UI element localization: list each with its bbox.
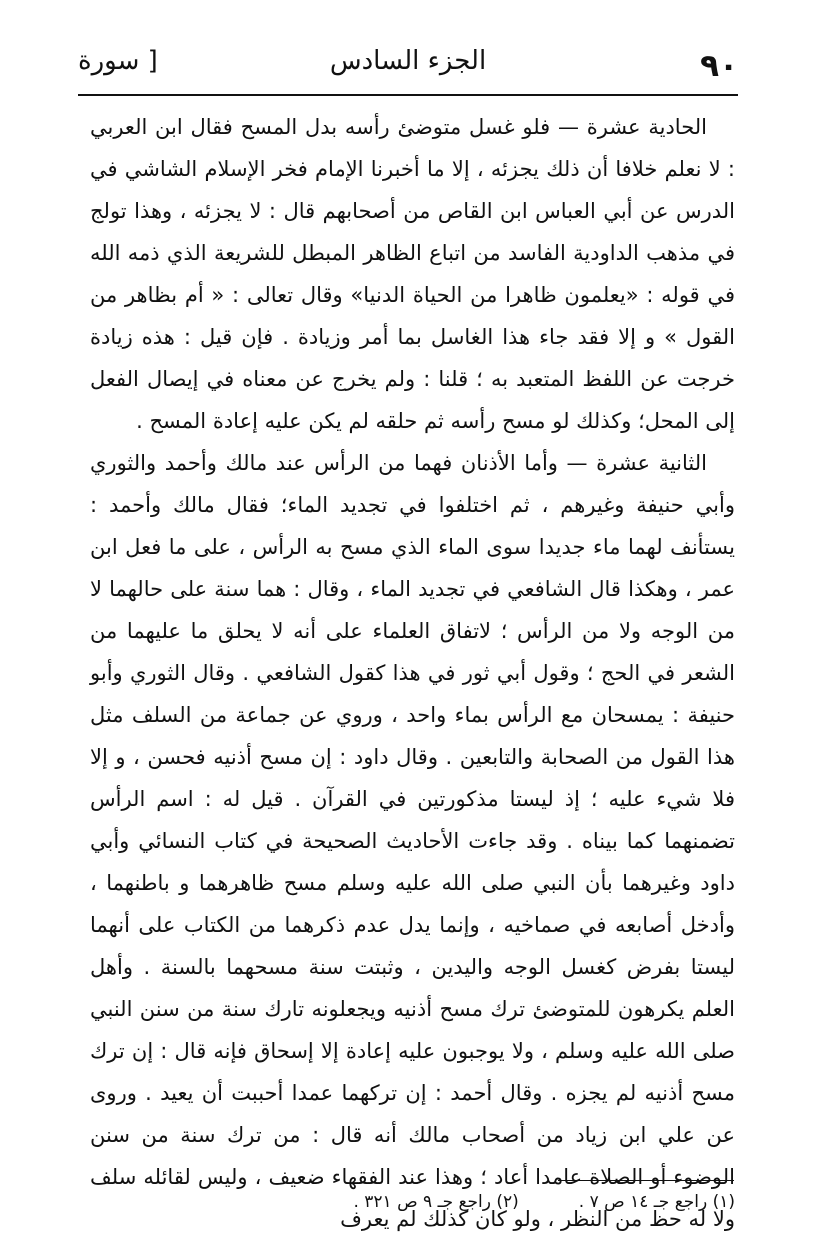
footnotes xyxy=(180,1187,735,1227)
running-title: الجزء السادس xyxy=(329,46,487,76)
page-header xyxy=(78,38,738,94)
footnote-1: (١) راجع جـ ١٤ ص ٧ . xyxy=(578,1192,735,1212)
footnote-2: (٢) راجع جـ ٩ ص ٣٢١ . xyxy=(353,1192,519,1212)
footnote-divider xyxy=(558,1180,734,1181)
paragraph-twelfth-issue: الثانية عشرة — وأما الأذنان فهما من الرأس عند مالك وأحمد والثوري وأبي حنيفة وغيرهم ، ثم اختلفوا في تجديد الماء؛ فقال مالك وأحمد : يستأنف لهما ماء جديدا سوى الماء الذي مسح به الرأس ، على ما فعل ابن عمر ، وهكذا قال الشافعي في تجديد الماء ، وقال : هما سنة على حالهما لا من الوجه ولا من الرأس ؛ لاتفاق العلماء على أنه لا يحلق ما عليهما من الشعر في الحج ؛ وقول أبي ثور في هذا كقول الشافعي . وقال الثوري وأبو حنيفة : يمسحان مع الرأس بماء واحد ، وروي عن جماعة من السلف مثل هذا القول من الصحابة والتابعين . وقال داود : إن مسح أذنيه فحسن ، و إلا فلا شيء عليه ؛ إذ ليستا مذكورتين في القرآن . قيل له : اسم الرأس تضمنهما كما بيناه . وقد جاءت الأحاديث الصحيحة في كتاب النسائي وأبي داود وغيرهما بأن النبي صلى الله عليه وسلم مسح ظاهرهما و باطنهما ، وأدخل أصابعه في صماخيه ، وإنما يدل عدم ذكرهما من الكتاب على أنهما ليستا بفرض كغسل الوجه واليدين ، وثبتت سنة مسحهما بالسنة . وأهل العلم يكرهون للمتوضئ ترك مسح أذنيه ويجعلونه تارك سنة من سنن النبي صلى الله عليه وسلم ، ولا يوجبون عليه إعادة إلا إسحاق فإنه قال : إن ترك مسح أذنيه لم يجزه . وقال أحمد : إن تركهما عمدا أحببت أن يعيد . وروى عن علي ابن زياد من أصحاب مالك أنه قال : من ترك سنة من سنن الوضوء أو الصلاة عامدا أعاد ؛ وهذا عند الفقهاء ضعيف ، وليس لقائله سلف ولا له حظ من النظر ، ولو كان كذلك لم يعرف xyxy=(90,451,735,1231)
header-divider xyxy=(78,94,738,96)
surah-label: [ سورة xyxy=(78,46,158,76)
paragraph-eleventh-issue: الحادية عشرة — فلو غسل متوضئ رأسه بدل المسح فقال ابن العربي : لا نعلم خلافا أن ذلك يجزئه ، إلا ما أخبرنا الإمام فخر الإسلام الشاشي في الدرس عن أبي العباس ابن القاص من أصحابهم قال : لا يجزئه ، وهذا تولج في مذهب الداودية الفاسد من اتباع الظاهر المبطل للشريعة الذي ذمه الله في قوله : «يعلمون ظاهرا من الحياة الدنيا» وقال تعالى : « أم بظاهر من القول » و إلا فقد جاء هذا الغاسل بما أمر وزيادة . فإن قيل : هذه زيادة خرجت عن اللفظ المتعبد به ؛ قلنا : ولم يخرج عن معناه في إيصال الفعل إلى المحل؛ وكذلك لو مسح رأسه ثم حلقه لم يكن عليه إعادة المسح . xyxy=(90,115,735,433)
page-number: ٩٠ xyxy=(700,48,738,84)
